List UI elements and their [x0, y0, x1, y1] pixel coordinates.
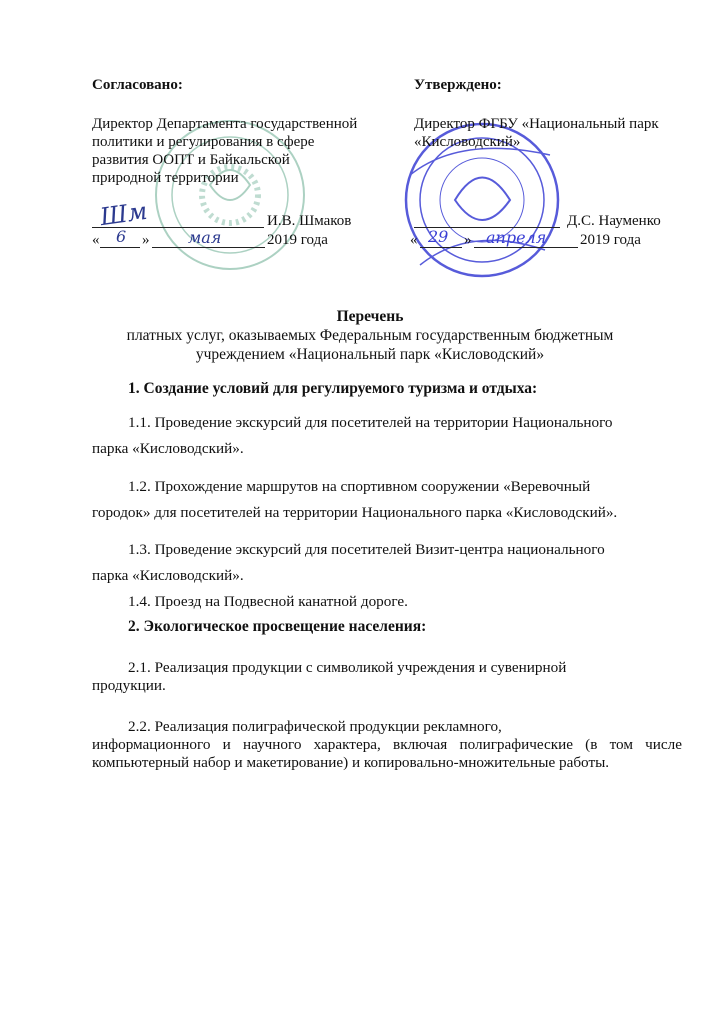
- item-2-1-rest: продукции.: [92, 677, 166, 694]
- right-approval-label: Утверждено:: [414, 77, 502, 93]
- left-position-line-3: развития ООПТ и Байкальской: [92, 152, 290, 168]
- document-title: [60, 307, 680, 364]
- item-1-1-first-line: 1.1. Проведение экскурсий для посетителей на территории Национального: [128, 414, 613, 431]
- item-1-3-rest: парка «Кисловодский».: [92, 567, 244, 584]
- right-position-line-2: «Кисловодский»: [414, 134, 521, 150]
- section-2-item-1: [92, 659, 682, 695]
- section-1-heading: 1. Создание условий для регулируемого туризма и отдыха:: [128, 380, 538, 397]
- left-date-year: 2019 года: [267, 232, 328, 248]
- right-date-day: 29: [428, 227, 449, 246]
- section-2-item-2: [92, 718, 682, 772]
- left-date-open-quote: «: [92, 232, 100, 248]
- section-1-item-2: [92, 474, 682, 526]
- section-1-item-4: [92, 589, 682, 615]
- left-date-day: 6: [116, 227, 127, 246]
- left-handwritten-signature: Шм: [98, 196, 150, 232]
- item-2-2-rest: информационного и научного характера, включая полиграфические (в том числе компьютерный набор и макетирование) и копировально-множительные работы.: [92, 736, 682, 771]
- left-position-line-2: политики и регулирования в сфере: [92, 134, 315, 150]
- item-1-3-first-line: 1.3. Проведение экскурсий для посетителей Визит-центра национального: [128, 541, 605, 558]
- item-1-2-rest: городок» для посетителей на территории Национального парка «Кисловодский».: [92, 504, 618, 521]
- title-line-2: учреждением «Национальный парк «Кисловодский»: [195, 346, 545, 363]
- right-date-year: 2019 года: [580, 232, 641, 248]
- left-date-day-line: [100, 247, 140, 248]
- title-line-1: платных услуг, оказываемых Федеральным государственным бюджетным: [126, 327, 614, 344]
- right-date-day-line: [420, 247, 462, 248]
- item-1-4-first-line: 1.4. Проезд на Подвесной канатной дороге.: [128, 593, 408, 610]
- section-2-heading: 2. Экологическое просвещение населения:: [128, 618, 427, 635]
- right-date-close-quote: »: [464, 232, 472, 248]
- left-position-line-4: природной территории: [92, 170, 239, 186]
- left-signer-name: И.В. Шмаков: [267, 213, 352, 229]
- left-date-month: мая: [188, 228, 222, 247]
- right-signer-name: Д.С. Науменко: [567, 213, 661, 229]
- item-1-2-first-line: 1.2. Прохождение маршрутов на спортивном сооружении «Веревочный: [128, 478, 591, 495]
- section-1-item-3: [92, 537, 682, 589]
- right-date-month: апреля: [486, 228, 547, 247]
- left-date-close-quote: »: [142, 232, 150, 248]
- title-heading: Перечень: [336, 308, 404, 325]
- left-approval-label: Согласовано:: [92, 77, 183, 93]
- left-date-month-line: [152, 247, 265, 248]
- left-position-line-1: Директор Департамента государственной: [92, 116, 358, 132]
- section-1-item-1: [92, 410, 682, 462]
- item-2-2-first-line: 2.2. Реализация полиграфической продукции рекламного,: [128, 718, 502, 735]
- right-position-line-1: Директор ФГБУ «Национальный парк: [414, 116, 659, 132]
- item-2-1-first-line: 2.1. Реализация продукции с символикой учреждения и сувенирной: [128, 659, 567, 676]
- item-1-1-rest: парка «Кисловодский».: [92, 440, 244, 457]
- right-date-open-quote: «: [410, 232, 418, 248]
- right-date-month-line: [474, 247, 578, 248]
